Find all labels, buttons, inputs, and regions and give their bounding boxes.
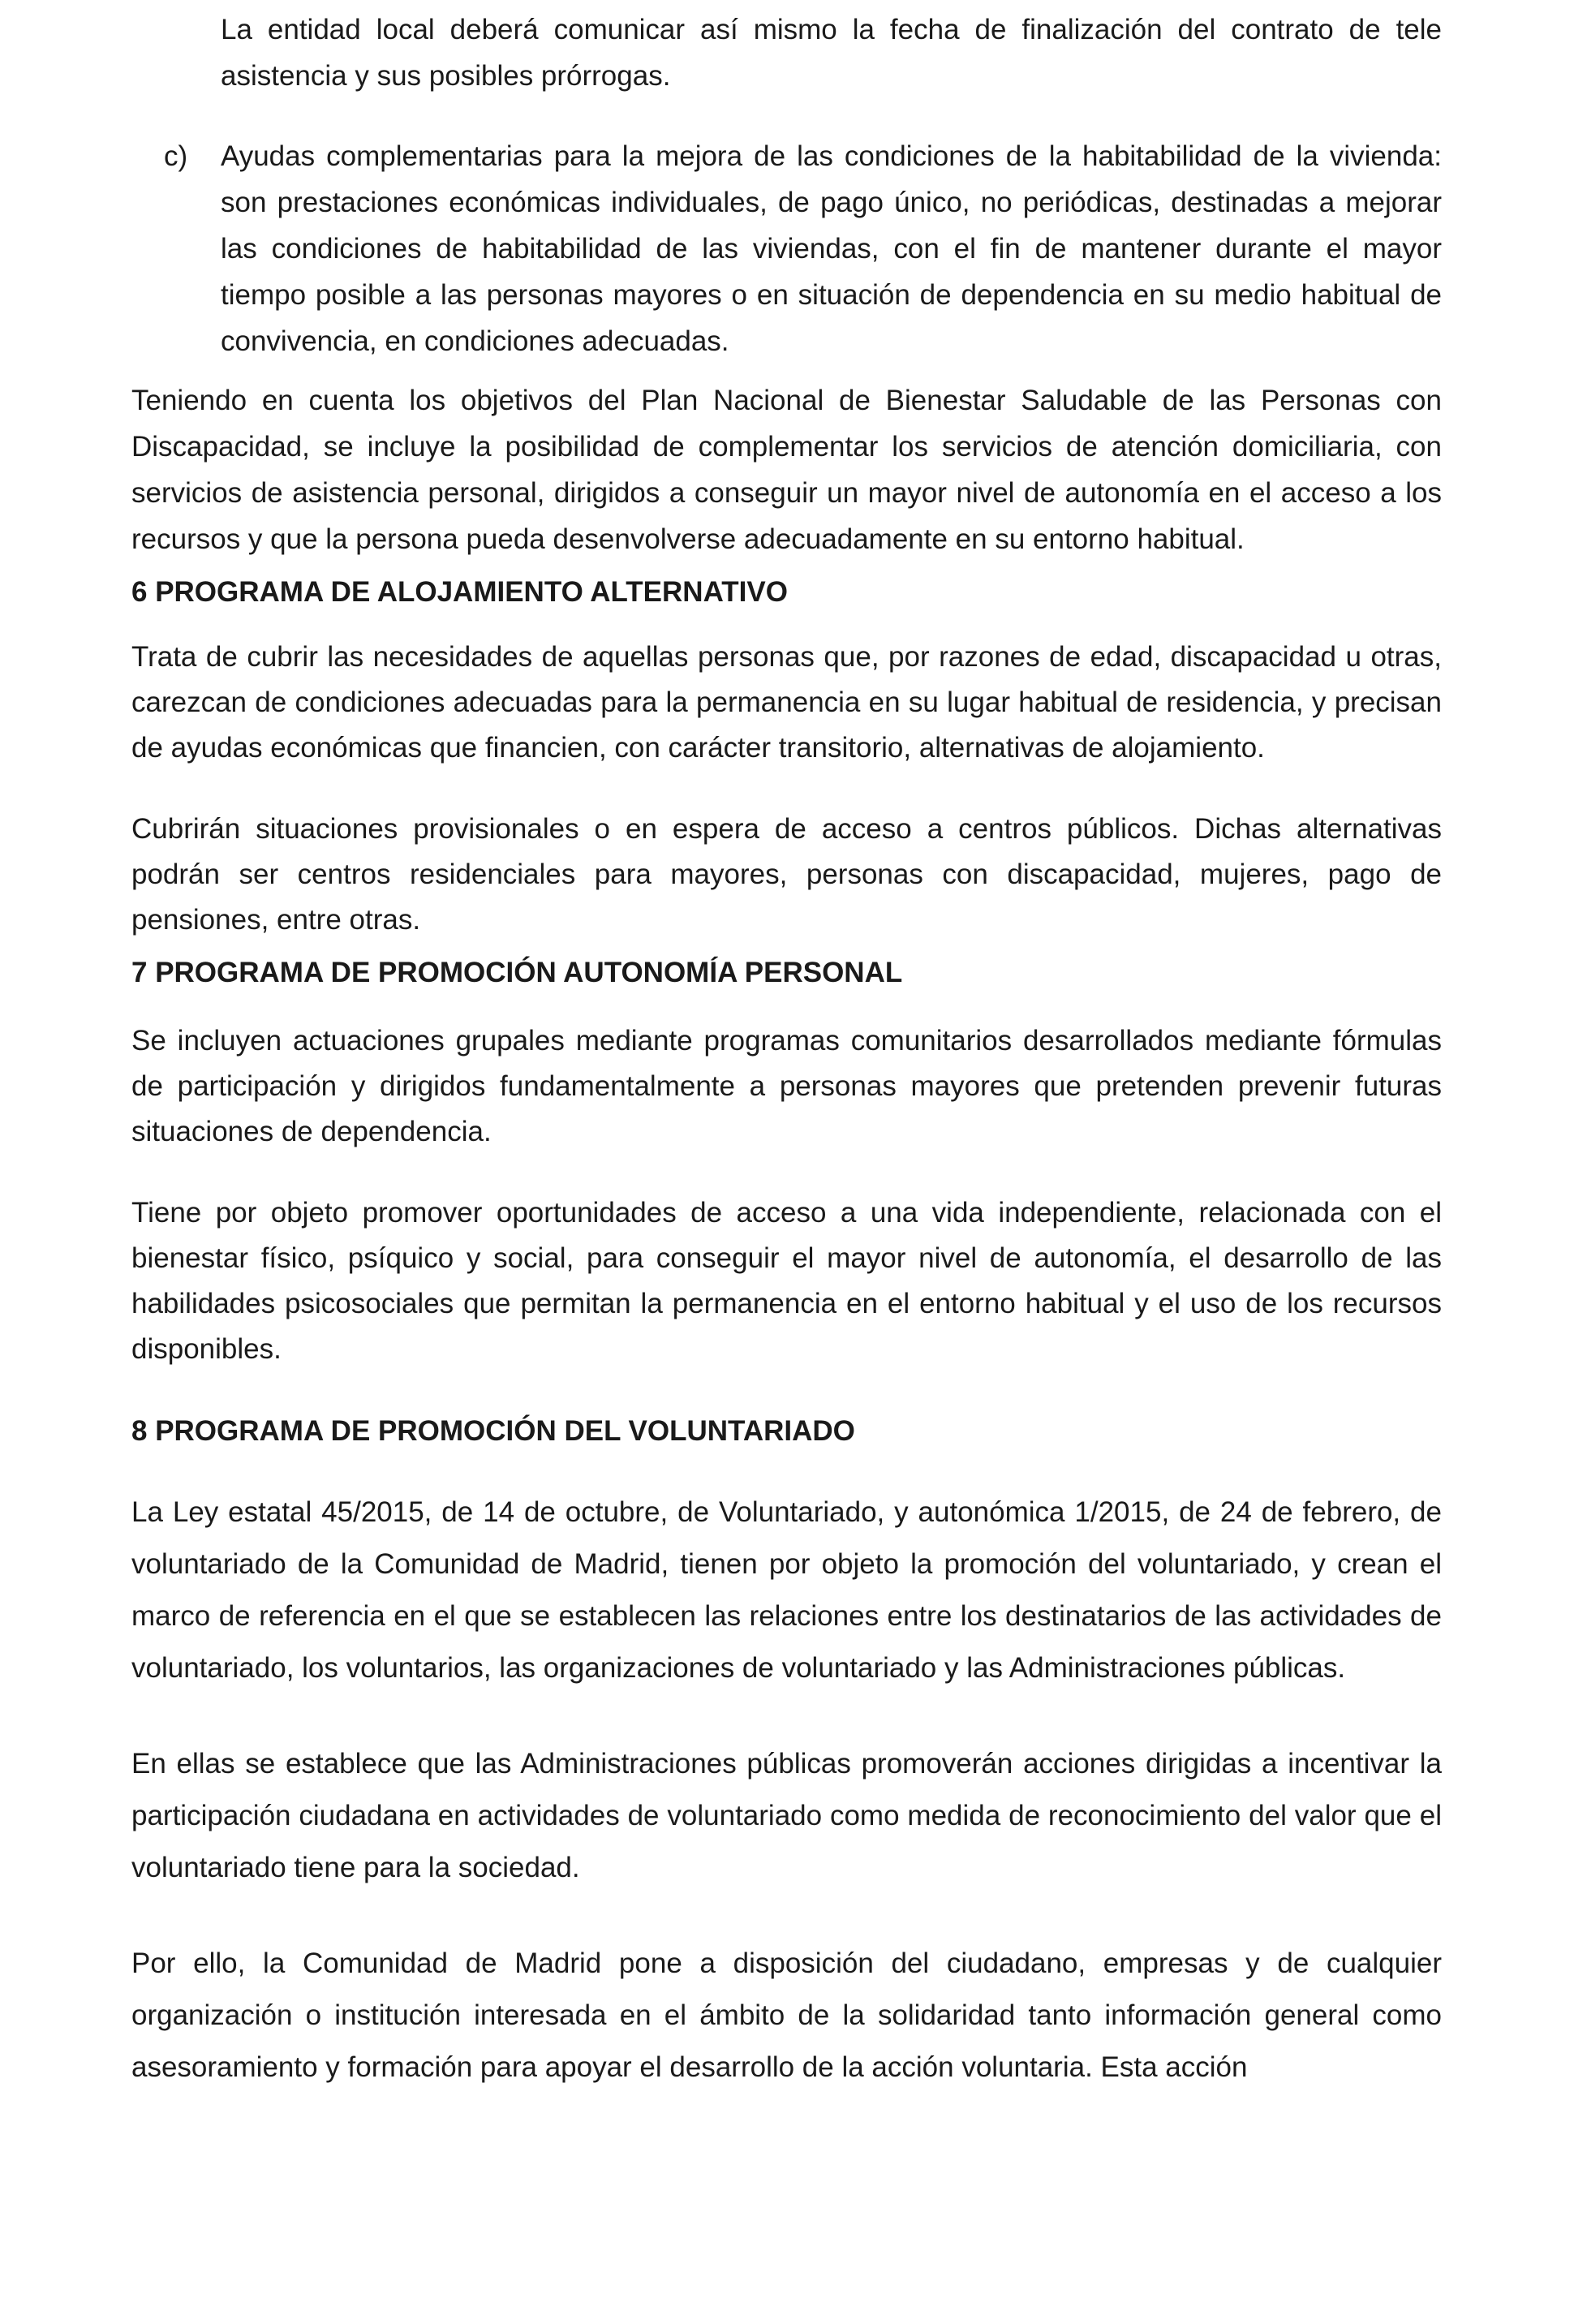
list-item-label: c) <box>164 140 188 172</box>
paragraph-voluntariado-3: Por ello, la Comunidad de Madrid pone a disposición del ciudadano, empresas y de cualquier organización o institución interesada en el ámbito de la solidaridad tanto información general como asesoramiento y formación para apoyar el desarrollo de la acción voluntaria. Esta acción <box>131 1947 1442 2083</box>
paragraph-autonomia-2: Tiene por objeto promover oportunidades de acceso a una vida independiente, relacionada con el bienestar físico, psíquico y social, para conseguir el mayor nivel de autonomía, el desarrollo de las habilidades psicosociales que permitan la permanencia en el entorno habitual y el uso de los recursos disponibles. <box>131 1197 1442 1365</box>
list-item-text: Ayudas complementarias para la mejora de las condiciones de la habitabilidad de la vivienda: son prestaciones económicas individuales, de pago único, no periódicas, destinadas a mejorar las condiciones de habitabilidad de las viviendas, con el fin de mantener durante el mayor tiempo posible a las personas mayores o en situación de dependencia en su medio habitual de convivencia, en condiciones adecuadas. <box>221 140 1442 357</box>
paragraph-autonomia-1: Se incluyen actuaciones grupales mediante programas comunitarios desarrollados mediante fórmulas de participación y dirigidos fundamentalmente a personas mayores que pretenden prevenir futuras situaciones de dependencia. <box>131 1025 1442 1147</box>
list-item-c <box>131 133 1442 364</box>
paragraph-plan-nacional: Teniendo en cuenta los objetivos del Plan Nacional de Bienestar Saludable de las Personas con Discapacidad, se incluye la posibilidad de complementar los servicios de atención domiciliaria, con servicios de asistencia personal, dirigidos a conseguir un mayor nivel de autonomía en el acceso a los recursos y que la persona pueda desenvolverse adecuadamente en su entorno habitual. <box>131 385 1442 555</box>
paragraph-contract-end: La entidad local deberá comunicar así mismo la fecha de finalización del contrato de tele asistencia y sus posibles prórrogas. <box>221 14 1442 92</box>
paragraph-voluntariado-1: La Ley estatal 45/2015, de 14 de octubre, de Voluntariado, y autonómica 1/2015, de 24 de febrero, de voluntariado de la Comunidad de Madrid, tienen por objeto la promoción del voluntariado, y crean el marco de referencia en el que se establecen las relaciones entre los destinatarios de las actividades de voluntariado, los voluntarios, las organizaciones de voluntariado y las Administraciones públicas. <box>131 1496 1442 1684</box>
paragraph-alojamiento-2: Cubrirán situaciones provisionales o en espera de acceso a centros públicos. Dichas alternativas podrán ser centros residenciales para mayores, personas con discapacidad, mujeres, pago de pensiones, entre otras. <box>131 813 1442 936</box>
heading-section-7: 7 PROGRAMA DE PROMOCIÓN AUTONOMÍA PERSONAL <box>131 957 903 988</box>
heading-section-6: 6 PROGRAMA DE ALOJAMIENTO ALTERNATIVO <box>131 576 788 608</box>
paragraph-voluntariado-2: En ellas se establece que las Administraciones públicas promoverán acciones dirigidas a incentivar la participación ciudadana en actividades de voluntariado como medida de reconocimiento del valor que el voluntariado tiene para la sociedad. <box>131 1748 1442 1883</box>
paragraph-alojamiento-1: Trata de cubrir las necesidades de aquellas personas que, por razones de edad, discapacidad u otras, carezcan de condiciones adecuadas para la permanencia en su lugar habitual de residencia, y precisan de ayudas económicas que financien, con carácter transitorio, alternativas de alojamiento. <box>131 641 1442 764</box>
heading-section-8: 8 PROGRAMA DE PROMOCIÓN DEL VOLUNTARIADO <box>131 1415 855 1447</box>
